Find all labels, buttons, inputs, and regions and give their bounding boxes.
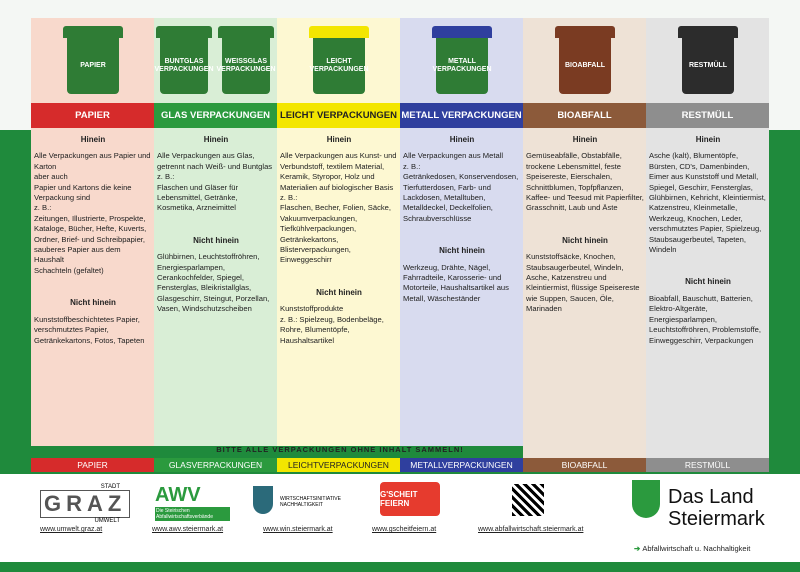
strip-5: RESTMÜLL (646, 458, 769, 472)
column-metall-content (400, 131, 524, 304)
bin-label: BUNTGLAS VERPACKUNGEN (160, 38, 208, 94)
steiermark-crest-icon (632, 480, 660, 518)
hinein-item: aber auch (34, 172, 68, 182)
win-link[interactable]: www.win.steiermark.at (263, 526, 333, 533)
hinein-item: Gemüseabfälle, Obstabfälle, trockene Lebensmittel, feste Speisereste, Eierschalen, Schnittblumen, Topfpflanzen, Kaffee- und Teesud mit Papierfilter, Grasschnitt, Laub und Äste (526, 151, 644, 213)
hinein-heading: Hinein (449, 135, 475, 144)
column-papier-header: PAPIER (31, 103, 154, 128)
hinein-item: Flaschen und Gläser für Lebensmittel, Getränke, Kosmetika, Arzneimittel (157, 182, 239, 213)
nicht-hinein-item: Glühbirnen, Leuchtstoffröhren, Energiesparlampen, Cerankochfelder, Spiegel, Fensterglas, Bleikristallglas, Glasgeschirr, Steingut, Porzellan, Vasen, Windschutzscheiben (157, 252, 270, 314)
hinein-item: Asche (kalt), Blumentöpfe, Bürsten, CD's, Damenbinden, Eimer aus Kunststoff und Metall, Spiegel, Geschirr, Fensterglas, Glühbirnen, Kehricht, Kleintiermist, Katzenstreu, Kleinmetalle, Werkzeug, Knochen, Leder, verschmutztes Papier, Spielzeug, Staubsaugerbeutel, Tapeten, Windeln (649, 151, 766, 255)
bin-metall-icon (432, 26, 492, 94)
win-logo: WIRTSCHAFTSINITIATIVE NACHHALTIGKEIT (280, 496, 341, 508)
bin-label: LEICHT VERPACKUNGEN (313, 38, 365, 94)
nicht-hinein-item: Kunststoffprodukte (280, 304, 344, 314)
hinein-item: Getränkedosen, Konservendosen, Tierfutterdosen, Farb- und Lackdosen, Metalltuben, Metalldeckel, Deckelfolien, Schraubverschlüsse (403, 172, 519, 223)
hinein-item: z. B.: (157, 172, 175, 182)
bin-papier-icon (63, 26, 123, 94)
land-steiermark-logo: Das Land Steiermark (668, 486, 765, 530)
bin-leicht-icon (309, 26, 369, 94)
hinein-heading: Hinein (203, 135, 229, 144)
nicht-hinein-heading: Nicht hinein (193, 235, 239, 245)
abfallwirtschaft-link[interactable]: www.abfallwirtschaft.steiermark.at (478, 526, 584, 533)
nicht-hinein-item: Kunststoffsäcke, Knochen, Staubsaugerbeutel, Windeln, Asche, Katzenstreu und Kleintiermist, flüssige Speisereste wie Suppen, Saucen, Öle, Marinaden (526, 252, 640, 314)
nicht-hinein-item: z. B.: Spielzeug, Bodenbeläge, Rohre, Blumentöpfe, Haushaltsartikel (280, 314, 384, 345)
bottom-area (0, 544, 800, 572)
strip-0: PAPIER (31, 458, 154, 472)
column-glas-header: GLAS VERPACKUNGEN (154, 103, 277, 128)
hinein-item: z. B.: (280, 193, 298, 203)
qr-code-icon (512, 484, 544, 516)
bin-lid (218, 26, 274, 38)
win-shield-icon (253, 486, 273, 514)
bin-lid (156, 26, 212, 38)
hinein-item: Alle Verpackungen aus Papier und Karton (34, 151, 151, 171)
bin-lid (309, 26, 369, 38)
bin-label: PAPIER (67, 38, 119, 94)
strip-2: LEICHTVERPACKUNGEN (277, 458, 400, 472)
hinein-item: Alle Verpackungen aus Metall (403, 151, 504, 161)
column-glas-content (154, 131, 278, 315)
bin-label: BIOABFALL (559, 38, 611, 94)
nicht-hinein-heading: Nicht hinein (562, 235, 608, 245)
column-rest-header: RESTMÜLL (646, 103, 769, 128)
nicht-hinein-heading: Nicht hinein (439, 246, 485, 256)
nicht-hinein-heading: Nicht hinein (70, 298, 116, 308)
hinein-item: z. B.: (34, 203, 52, 213)
hinein-item: Zeitungen, Illustrierte, Prospekte, Kataloge, Bücher, Hefte, Kuverts, Ordner, Brief- und Schreibpapier, sauberes Papier aus dem Haushalt (34, 213, 147, 265)
bin-bio-icon (555, 26, 615, 94)
bin-lid (63, 26, 123, 38)
footer (0, 474, 800, 544)
bin-lid (555, 26, 615, 38)
nicht-hinein-heading: Nicht hinein (685, 277, 731, 287)
nicht-hinein-item: Werkzeug, Drähte, Nägel, Fahrradteile, Karosserie- und Motorteile, Haushaltsartikel aus Metall, Wäscheständer (403, 262, 509, 303)
hinein-item: Alle Verpackungen aus Glas, getrennt nach Weiß- und Buntglas (157, 151, 273, 171)
column-rest-content (646, 131, 770, 346)
bin-lid (432, 26, 492, 38)
bin-label: RESTMÜLL (682, 38, 734, 94)
strip-3: METALLVERPACKUNGEN (400, 458, 523, 472)
column-papier-content (31, 131, 155, 346)
hinein-heading: Hinein (80, 135, 106, 144)
arrow-right-icon: ➔ (634, 544, 643, 553)
awv-link[interactable]: www.awv.steiermark.at (152, 526, 224, 533)
column-metall-header: METALL VERPACKUNGEN (400, 103, 523, 128)
hinein-item: z. B.: (403, 161, 421, 171)
bin-glas-icon (156, 26, 212, 94)
strip-1: GLASVERPACKUNGEN (154, 458, 277, 472)
hinein-item: Schachteln (gefaltet) (34, 265, 104, 275)
hinein-item: Alle Verpackungen aus Kunst- und Verbundstoff, textilem Material, Keramik, Styropor, Holz und Materialien auf biologischer Basis (280, 151, 397, 192)
gscheit-link[interactable]: www.gscheitfeiern.at (372, 526, 437, 533)
bin-label: WEISSGLAS VERPACKUNGEN (222, 38, 270, 94)
collect-notice: BITTE ALLE VERPACKUNGEN OHNE INHALT SAMMELN! (216, 445, 464, 454)
hinein-item: Flaschen, Becher, Folien, Säcke, Vakuumverpackungen, Tiefkühlverpackungen, Getränkekartons, Blisterverpackungen, Einweggeschirr (280, 203, 392, 265)
hinein-heading: Hinein (695, 135, 721, 144)
column-bio-header: BIOABFALL (523, 103, 646, 128)
gscheit-feiern-logo: G'SCHEIT FEIERN (380, 482, 440, 516)
bin-rest-icon (678, 26, 738, 94)
hinein-item: Papier und Kartons die keine Verpackung sind (34, 182, 132, 203)
graz-link[interactable]: www.umwelt.graz.at (40, 526, 103, 533)
column-leicht-header: LEICHT VERPACKUNGEN (277, 103, 400, 128)
land-subtitle: ➔ Abfallwirtschaft u. Nachhaltigkeit (634, 544, 751, 553)
column-leicht-content (277, 131, 401, 346)
bin-glas-icon (218, 26, 274, 94)
bin-label: METALL VERPACKUNGEN (436, 38, 488, 94)
graz-logo: STADT GRAZ UMWELT (40, 484, 130, 524)
column-bio-content (523, 131, 647, 315)
bin-lid (678, 26, 738, 38)
strip-4: BIOABFALL (523, 458, 646, 472)
awv-logo: AWV Die Steirischen Abfallwirtschaftsverbände (155, 484, 230, 521)
nicht-hinein-heading: Nicht hinein (316, 287, 362, 297)
nicht-hinein-item: Bioabfall, Bauschutt, Batterien, Elektro-Altgeräte, Energiesparlampen, Leuchtstoffröhren, Problemstoffe, Einweggeschirr, Verpackungen (649, 293, 762, 345)
green-bar (0, 562, 800, 572)
hinein-heading: Hinein (572, 135, 598, 144)
nicht-hinein-item: Kunststoffbeschichtetes Papier, verschmutztes Papier, Getränkekartons, Fotos, Tapeten (34, 314, 145, 345)
hinein-heading: Hinein (326, 135, 352, 144)
